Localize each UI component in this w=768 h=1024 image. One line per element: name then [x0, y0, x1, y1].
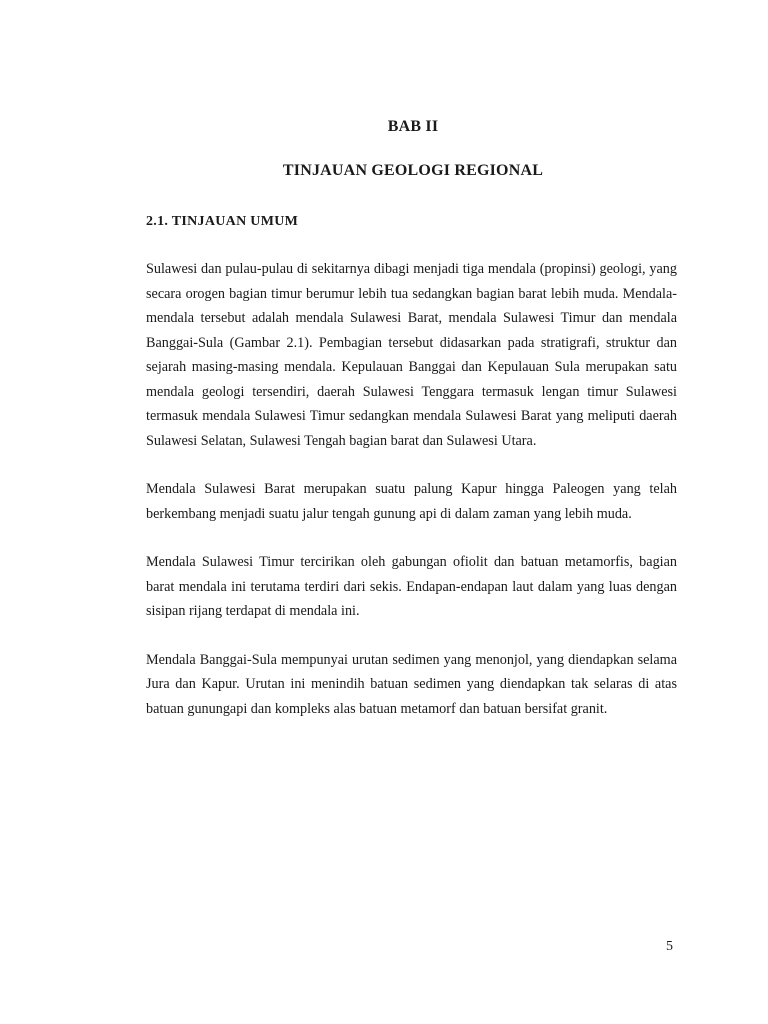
chapter-number: BAB II [387, 118, 439, 135]
paragraph-2: Mendala Sulawesi Barat merupakan suatu palung Kapur hingga Paleogen yang telah berkembang menjadi suatu jalur tengah gunung api di dalam zaman yang lebih muda. [146, 481, 677, 522]
body-text [146, 257, 677, 745]
paragraph-1: Sulawesi dan pulau-pulau di sekitarnya dibagi menjadi tiga mendala (propinsi) geologi, yang secara orogen bagian timur berumur lebih tua sedangkan bagian barat lebih muda. Mendala-mendala tersebut adalah mendala Sulawesi Barat, mendala Sulawesi Timur dan mendala Banggai-Sula (Gambar 2.1). Pembagian tersebut didasarkan pada stratigrafi, struktur dan sejarah masing-masing mendala. Kepulauan Banggai dan Kepulauan Sula merupakan satu mendala geologi tersendiri, daerah Sulawesi Tenggara termasuk lengan timur Sulawesi termasuk mendala Sulawesi Timur sedangkan mendala Sulawesi Barat yang meliputi daerah Sulawesi Selatan, Sulawesi Tengah bagian barat dan Sulawesi Utara. [146, 261, 677, 449]
paragraph-4: Mendala Banggai-Sula mempunyai urutan sedimen yang menonjol, yang diendapkan selama Jura dan Kapur. Urutan ini menindih batuan sedimen yang diendapkan tak selaras di atas batuan gunungapi dan kompleks alas batuan metamorf dan batuan bersifat granit. [146, 651, 677, 717]
chapter-title: TINJAUAN GEOLOGI REGIONAL [282, 162, 544, 179]
section-heading: 2.1. TINJAUAN UMUM [146, 214, 299, 229]
page-number: 5 [666, 939, 673, 954]
paragraph-3: Mendala Sulawesi Timur tercirikan oleh gabungan ofiolit dan batuan metamorfis, bagian barat mendala ini terutama terdiri dari sekis. Endapan-endapan laut dalam yang luas dengan sisipan rijang terdapat di mendala ini. [146, 554, 677, 619]
